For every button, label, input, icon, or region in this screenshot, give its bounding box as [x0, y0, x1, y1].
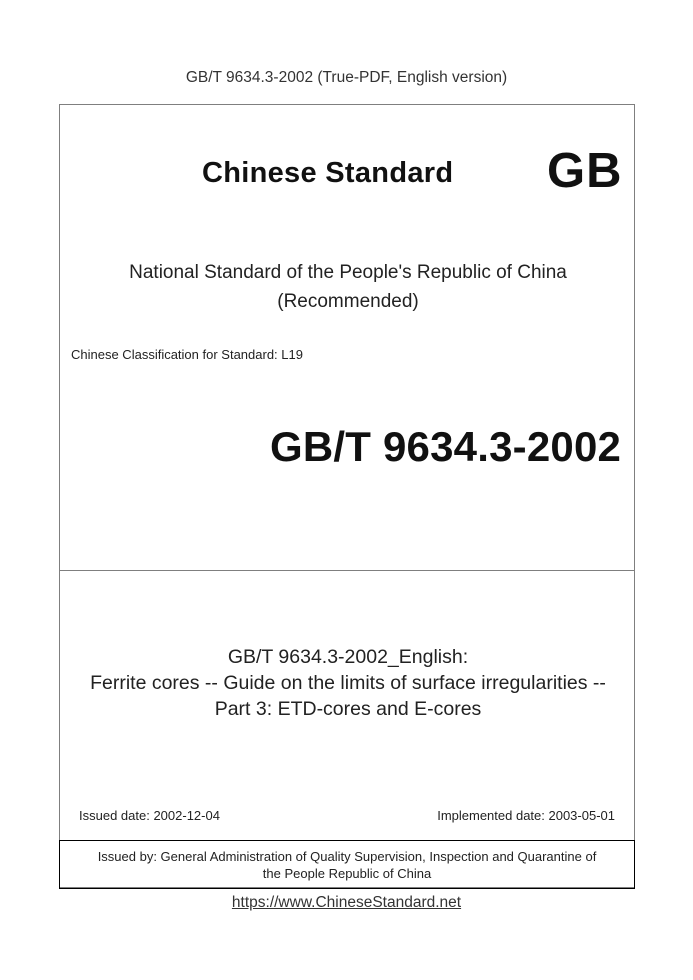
- english-title-line: Ferrite cores -- Guide on the limits of surface irregularities --: [90, 672, 606, 694]
- implemented-date: Implemented date: 2003-05-01: [437, 808, 615, 823]
- footer: [0, 894, 693, 912]
- cover-title: Chinese Standard: [202, 157, 454, 189]
- national-standard-heading: [60, 258, 636, 316]
- cover-frame: [59, 104, 635, 888]
- issuer-line: Issued by: General Administration of Quality Supervision, Inspection and Quarantine of: [97, 849, 597, 864]
- english-title: [60, 644, 636, 722]
- recommended-line: (Recommended): [277, 291, 419, 312]
- issuer-box: [59, 840, 635, 889]
- standard-number: GB/T 9634.3-2002: [270, 423, 622, 470]
- gb-mark: GB: [547, 144, 623, 198]
- issuer-line: the People Republic of China: [262, 866, 432, 881]
- classification-text: Chinese Classification for Standard: L19: [71, 347, 303, 362]
- english-title-line: Part 3: ETD-cores and E-cores: [214, 698, 482, 720]
- page-header: GB/T 9634.3-2002 (True-PDF, English version): [185, 69, 508, 86]
- national-standard-line: National Standard of the People's Republic of China: [129, 262, 567, 283]
- website-link[interactable]: https://www.ChineseStandard.net: [231, 894, 462, 911]
- section-divider: [60, 570, 634, 571]
- issued-date: Issued date: 2002-12-04: [79, 808, 220, 823]
- english-title-line: GB/T 9634.3-2002_English:: [227, 646, 469, 668]
